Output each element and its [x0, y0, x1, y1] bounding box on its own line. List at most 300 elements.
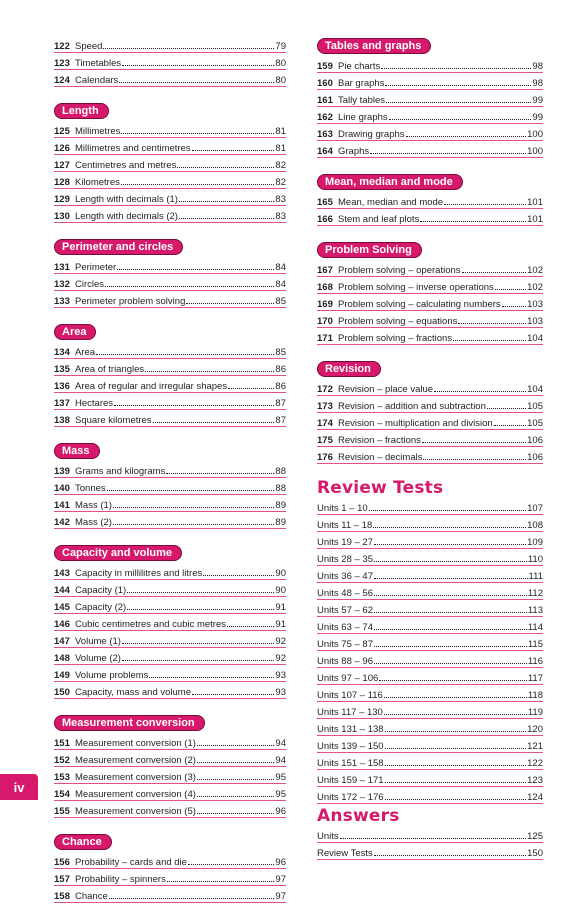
- entry-title: Review Tests: [317, 848, 373, 859]
- entry-title: Revision – fractions: [338, 435, 421, 446]
- entry-title: Calendars: [75, 75, 119, 86]
- toc-entry: [317, 617, 543, 634]
- entry-title: Problem solving – inverse operations: [338, 282, 494, 293]
- page-ref: 93: [275, 670, 286, 681]
- toc-entry: [54, 410, 286, 427]
- page-ref: 95: [275, 772, 286, 783]
- unit-number: 148: [54, 653, 70, 664]
- toc-entry: [317, 826, 543, 843]
- page-ref: 95: [275, 789, 286, 800]
- unit-number: 137: [54, 398, 70, 409]
- section-heading: Perimeter and circles: [54, 239, 183, 255]
- dot-leader: [374, 544, 526, 545]
- page-ref: 90: [275, 568, 286, 579]
- page-number-tab: [0, 774, 38, 800]
- page-ref: 109: [527, 537, 543, 548]
- dot-leader: [113, 507, 274, 508]
- entry-title: Kilometres: [75, 177, 120, 188]
- toc-entry: [317, 260, 543, 277]
- toc-entry: [317, 787, 543, 804]
- dot-leader: [374, 612, 527, 613]
- entry-title: Measurement conversion (1): [75, 738, 196, 749]
- toc-entry: [54, 852, 286, 869]
- unit-number: 135: [54, 364, 70, 375]
- toc-entry: [54, 172, 286, 189]
- entry-title: Probability – spinners: [75, 874, 166, 885]
- unit-number: 156: [54, 857, 70, 868]
- entry-title: Revision – decimals: [338, 452, 423, 463]
- section-heading: Mean, median and mode: [317, 174, 463, 190]
- dot-leader: [494, 425, 526, 426]
- unit-number: 170: [317, 316, 333, 327]
- toc-entry: [54, 495, 286, 512]
- unit-number: 129: [54, 194, 70, 205]
- toc-entry: [317, 702, 543, 719]
- dot-leader: [227, 626, 274, 627]
- unit-number: 158: [54, 891, 70, 902]
- toc-entry: [317, 141, 543, 158]
- entry-title: Units 117 – 130: [317, 707, 383, 718]
- entry-title: Units 57 – 62: [317, 605, 373, 616]
- entry-title: Units 48 – 56: [317, 588, 373, 599]
- page-ref: 150: [527, 848, 543, 859]
- dot-leader: [374, 629, 527, 630]
- page-ref: 105: [527, 401, 543, 412]
- entry-title: Mass (1): [75, 500, 112, 511]
- toc-entry: [54, 614, 286, 631]
- entry-title: Bar graphs: [338, 78, 385, 89]
- page-ref: 82: [275, 160, 286, 171]
- toc-section: [317, 172, 543, 226]
- dot-leader: [340, 838, 526, 839]
- page-ref: 120: [527, 724, 543, 735]
- unit-number: 146: [54, 619, 70, 630]
- page-ref: 104: [527, 333, 543, 344]
- page-ref: 91: [275, 602, 286, 613]
- page-ref: 84: [275, 279, 286, 290]
- dot-leader: [389, 119, 532, 120]
- entry-title: Millimetres and centimetres: [75, 143, 191, 154]
- dot-leader: [487, 408, 526, 409]
- toc-entry: [54, 342, 286, 359]
- toc-entry: [317, 719, 543, 736]
- page-ref: 94: [275, 738, 286, 749]
- dot-leader: [121, 133, 274, 134]
- dot-leader: [458, 323, 526, 324]
- entry-title: Units: [317, 831, 339, 842]
- entry-title: Area of triangles: [75, 364, 145, 375]
- dot-leader: [105, 286, 274, 287]
- dot-leader: [385, 731, 527, 732]
- toc-entry: [54, 886, 286, 903]
- dot-leader: [381, 68, 531, 69]
- dot-leader: [423, 459, 526, 460]
- dot-leader: [385, 85, 531, 86]
- entry-title: Graphs: [338, 146, 370, 157]
- page-ref: 88: [275, 483, 286, 494]
- toc-entry: [54, 36, 286, 53]
- unit-number: 138: [54, 415, 70, 426]
- toc-entry: [54, 733, 286, 750]
- toc-entry: [317, 294, 543, 311]
- entry-title: Units 88 – 96: [317, 656, 373, 667]
- page-ref: 85: [275, 296, 286, 307]
- right-column: [317, 36, 543, 860]
- toc-entry: [54, 631, 286, 648]
- unit-number: 176: [317, 452, 333, 463]
- page-ref: 125: [527, 831, 543, 842]
- page-ref: 92: [275, 636, 286, 647]
- page-ref: 99: [532, 112, 543, 123]
- toc-entry: [317, 770, 543, 787]
- page-ref: 90: [275, 585, 286, 596]
- unit-number: 141: [54, 500, 70, 511]
- dot-leader: [502, 306, 527, 307]
- toc-entry: [54, 53, 286, 70]
- dot-leader: [197, 813, 275, 814]
- entry-title: Units 1 – 10: [317, 503, 368, 514]
- toc-entry: [54, 359, 286, 376]
- dot-leader: [188, 864, 274, 865]
- dot-leader: [109, 898, 275, 899]
- section-heading: Measurement conversion: [54, 715, 205, 731]
- dot-leader: [422, 442, 526, 443]
- page-ref: 99: [532, 95, 543, 106]
- entry-title: Units 139 – 150: [317, 741, 384, 752]
- unit-number: 155: [54, 806, 70, 817]
- entry-title: Revision – place value: [338, 384, 434, 395]
- unit-number: 154: [54, 789, 70, 800]
- unit-number: 124: [54, 75, 70, 86]
- unit-number: 128: [54, 177, 70, 188]
- toc-entry: [54, 257, 286, 274]
- page-ref: 88: [275, 466, 286, 477]
- entry-title: Chance: [75, 891, 108, 902]
- entry-title: Problem solving – operations: [338, 265, 461, 276]
- dot-leader: [203, 575, 274, 576]
- toc-entry: [317, 634, 543, 651]
- page-ref: 105: [527, 418, 543, 429]
- entry-title: Units 159 – 171: [317, 775, 384, 786]
- unit-number: 136: [54, 381, 70, 392]
- page-ref: 110: [527, 554, 543, 565]
- unit-number: 131: [54, 262, 70, 273]
- dot-leader: [379, 680, 527, 681]
- entry-title: Units 75 – 87: [317, 639, 373, 650]
- toc-entry: [54, 121, 286, 138]
- toc-entry: [54, 801, 286, 818]
- unit-number: 165: [317, 197, 333, 208]
- toc-entry: [54, 291, 286, 308]
- entry-title: Circles: [75, 279, 105, 290]
- unit-number: 139: [54, 466, 70, 477]
- unit-number: 150: [54, 687, 70, 698]
- unit-number: 133: [54, 296, 70, 307]
- toc-entry: [317, 209, 543, 226]
- unit-number: 166: [317, 214, 333, 225]
- dot-leader: [373, 527, 526, 528]
- page-ref: 84: [275, 262, 286, 273]
- toc-entry: [54, 767, 286, 784]
- dot-leader: [117, 269, 274, 270]
- entry-title: Volume (2): [75, 653, 121, 664]
- dot-leader: [119, 82, 274, 83]
- dot-leader: [374, 561, 527, 562]
- dot-leader: [122, 660, 274, 661]
- toc-entry: [317, 843, 543, 860]
- toc-entry: [54, 597, 286, 614]
- dot-leader: [386, 102, 531, 103]
- section-heading: Revision: [317, 361, 381, 377]
- page-ref: 116: [527, 656, 543, 667]
- dot-leader: [107, 490, 275, 491]
- unit-number: 160: [317, 78, 333, 89]
- page-ref: 97: [275, 874, 286, 885]
- dot-leader: [495, 289, 526, 290]
- toc-entry: [317, 328, 543, 345]
- dot-leader: [444, 204, 526, 205]
- entry-title: Perimeter: [75, 262, 117, 273]
- dot-leader: [374, 595, 527, 596]
- page-ref: 96: [275, 806, 286, 817]
- page-ref: 89: [275, 500, 286, 511]
- toc-entry: [54, 274, 286, 291]
- toc-section: [317, 359, 543, 464]
- dot-leader: [197, 745, 275, 746]
- toc-entry: [317, 413, 543, 430]
- toc-entry: [54, 512, 286, 529]
- page-ref: 83: [275, 211, 286, 222]
- dot-leader: [153, 422, 275, 423]
- entry-title: Measurement conversion (3): [75, 772, 196, 783]
- entry-title: Units 11 – 18: [317, 520, 373, 531]
- toc-entry: [54, 478, 286, 495]
- section-heading: Problem Solving: [317, 242, 422, 258]
- page-ref: 93: [275, 687, 286, 698]
- unit-number: 127: [54, 160, 70, 171]
- toc-entry: [54, 189, 286, 206]
- unit-number: 174: [317, 418, 333, 429]
- dot-leader: [420, 221, 526, 222]
- toc-entry: [317, 736, 543, 753]
- unit-number: 130: [54, 211, 70, 222]
- page-ref: 86: [275, 381, 286, 392]
- left-column: [54, 36, 286, 917]
- page-ref: 79: [275, 41, 286, 52]
- dot-leader: [192, 150, 275, 151]
- page-number: iv: [13, 779, 25, 795]
- entry-title: Centimetres and metres: [75, 160, 177, 171]
- page-ref: 82: [275, 177, 286, 188]
- page-ref: 115: [527, 639, 543, 650]
- toc-entry: [54, 784, 286, 801]
- toc-entry: [317, 583, 543, 600]
- unit-number: 172: [317, 384, 333, 395]
- toc-entry: [317, 532, 543, 549]
- toc-section: [54, 832, 286, 903]
- entry-title: Length with decimals (2): [75, 211, 178, 222]
- entry-title: Line graphs: [338, 112, 388, 123]
- toc-entry: [54, 648, 286, 665]
- dot-leader: [122, 643, 274, 644]
- dot-leader: [374, 646, 527, 647]
- toc-entry: [317, 685, 543, 702]
- toc-section: [317, 36, 543, 158]
- page-ref: 98: [532, 61, 543, 72]
- page-ref: 80: [275, 75, 286, 86]
- toc-section: [54, 36, 286, 87]
- toc-entry: [317, 124, 543, 141]
- page-ref: 101: [527, 197, 543, 208]
- section-heading: Length: [54, 103, 109, 119]
- unit-number: 175: [317, 435, 333, 446]
- toc-entry: [54, 393, 286, 410]
- page-ref: 102: [527, 282, 543, 293]
- dot-leader: [177, 167, 274, 168]
- entry-title: Timetables: [75, 58, 122, 69]
- page-ref: 113: [527, 605, 543, 616]
- dot-leader: [114, 405, 274, 406]
- entry-title: Problem solving – equations: [338, 316, 458, 327]
- entry-title: Capacity in millilitres and litres: [75, 568, 203, 579]
- entry-title: Grams and kilograms: [75, 466, 166, 477]
- entry-title: Length with decimals (1): [75, 194, 178, 205]
- entry-title: Units 19 – 27: [317, 537, 373, 548]
- section-heading: Area: [54, 324, 96, 340]
- toc-entry: [317, 90, 543, 107]
- toc-entry: [317, 73, 543, 90]
- entry-title: Millimetres: [75, 126, 121, 137]
- dot-leader: [121, 184, 275, 185]
- toc-entry: [54, 563, 286, 580]
- entry-title: Capacity, mass and volume: [75, 687, 191, 698]
- entry-title: Units 151 – 158: [317, 758, 384, 769]
- page-ref: 123: [527, 775, 543, 786]
- dot-leader: [406, 136, 527, 137]
- entry-title: Problem solving – calculating numbers: [338, 299, 501, 310]
- dot-leader: [96, 354, 274, 355]
- answers-heading: Answers: [317, 806, 400, 826]
- page-ref: 92: [275, 653, 286, 664]
- page-ref: 119: [527, 707, 543, 718]
- entry-title: Square kilometres: [75, 415, 152, 426]
- toc-entry: [317, 515, 543, 532]
- dot-leader: [179, 218, 274, 219]
- entry-title: Measurement conversion (2): [75, 755, 196, 766]
- entry-title: Hectares: [75, 398, 114, 409]
- page-ref: 100: [527, 146, 543, 157]
- unit-number: 171: [317, 333, 333, 344]
- unit-number: 161: [317, 95, 333, 106]
- unit-number: 162: [317, 112, 333, 123]
- unit-number: 140: [54, 483, 70, 494]
- unit-number: 144: [54, 585, 70, 596]
- toc-entry: [54, 665, 286, 682]
- toc-entry: [317, 549, 543, 566]
- entry-title: Units 107 – 116: [317, 690, 383, 701]
- toc-entry: [54, 206, 286, 223]
- page-ref: 124: [527, 792, 543, 803]
- page-ref: 106: [527, 452, 543, 463]
- page-ref: 108: [527, 520, 543, 531]
- page-ref: 121: [527, 741, 543, 752]
- unit-number: 157: [54, 874, 70, 885]
- entry-title: Area of regular and irregular shapes: [75, 381, 228, 392]
- unit-number: 168: [317, 282, 333, 293]
- unit-number: 149: [54, 670, 70, 681]
- dot-leader: [149, 677, 274, 678]
- dot-leader: [186, 303, 274, 304]
- entry-title: Area: [75, 347, 96, 358]
- unit-number: 151: [54, 738, 70, 749]
- entry-title: Volume (1): [75, 636, 121, 647]
- unit-number: 126: [54, 143, 70, 154]
- page-ref: 117: [527, 673, 543, 684]
- toc-entry: [317, 498, 543, 515]
- entry-title: Revision – multiplication and division: [338, 418, 493, 429]
- page-ref: 114: [527, 622, 543, 633]
- unit-number: 125: [54, 126, 70, 137]
- toc-section: [54, 713, 286, 818]
- page-ref: 89: [275, 517, 286, 528]
- page-ref: 96: [275, 857, 286, 868]
- page-ref: 98: [532, 78, 543, 89]
- page-ref: 112: [527, 588, 543, 599]
- review-tests-heading: Review Tests: [317, 478, 444, 498]
- toc-section: [54, 441, 286, 529]
- unit-number: 153: [54, 772, 70, 783]
- unit-number: 163: [317, 129, 333, 140]
- dot-leader: [453, 340, 526, 341]
- page-ref: 85: [275, 347, 286, 358]
- page-ref: 87: [275, 415, 286, 426]
- page-ref: 118: [527, 690, 543, 701]
- dot-leader: [197, 779, 275, 780]
- entry-title: Speed: [75, 41, 103, 52]
- entry-title: Units 97 – 106: [317, 673, 379, 684]
- page-ref: 97: [275, 891, 286, 902]
- unit-number: 143: [54, 568, 70, 579]
- dot-leader: [127, 609, 274, 610]
- toc-entry: [317, 56, 543, 73]
- unit-number: 123: [54, 58, 70, 69]
- toc-entry: [317, 447, 543, 464]
- toc-section: [54, 543, 286, 699]
- unit-number: 159: [317, 61, 333, 72]
- entry-title: Stem and leaf plots: [338, 214, 420, 225]
- section-heading: Capacity and volume: [54, 545, 182, 561]
- dot-leader: [197, 796, 275, 797]
- unit-number: 167: [317, 265, 333, 276]
- toc-entry: [54, 750, 286, 767]
- entry-title: Measurement conversion (4): [75, 789, 196, 800]
- toc-entry: [54, 376, 286, 393]
- section-heading: Mass: [54, 443, 100, 459]
- dot-leader: [167, 881, 275, 882]
- toc-entry: [317, 311, 543, 328]
- toc-entry: [317, 277, 543, 294]
- dot-leader: [462, 272, 527, 273]
- page-ref: 103: [527, 316, 543, 327]
- entry-title: Cubic centimetres and cubic metres: [75, 619, 227, 630]
- dot-leader: [384, 697, 527, 698]
- unit-number: 134: [54, 347, 70, 358]
- toc-entry: [54, 682, 286, 699]
- toc-entry: [317, 430, 543, 447]
- entry-title: Mean, median and mode: [338, 197, 444, 208]
- unit-number: 145: [54, 602, 70, 613]
- entry-title: Problem solving – fractions: [338, 333, 453, 344]
